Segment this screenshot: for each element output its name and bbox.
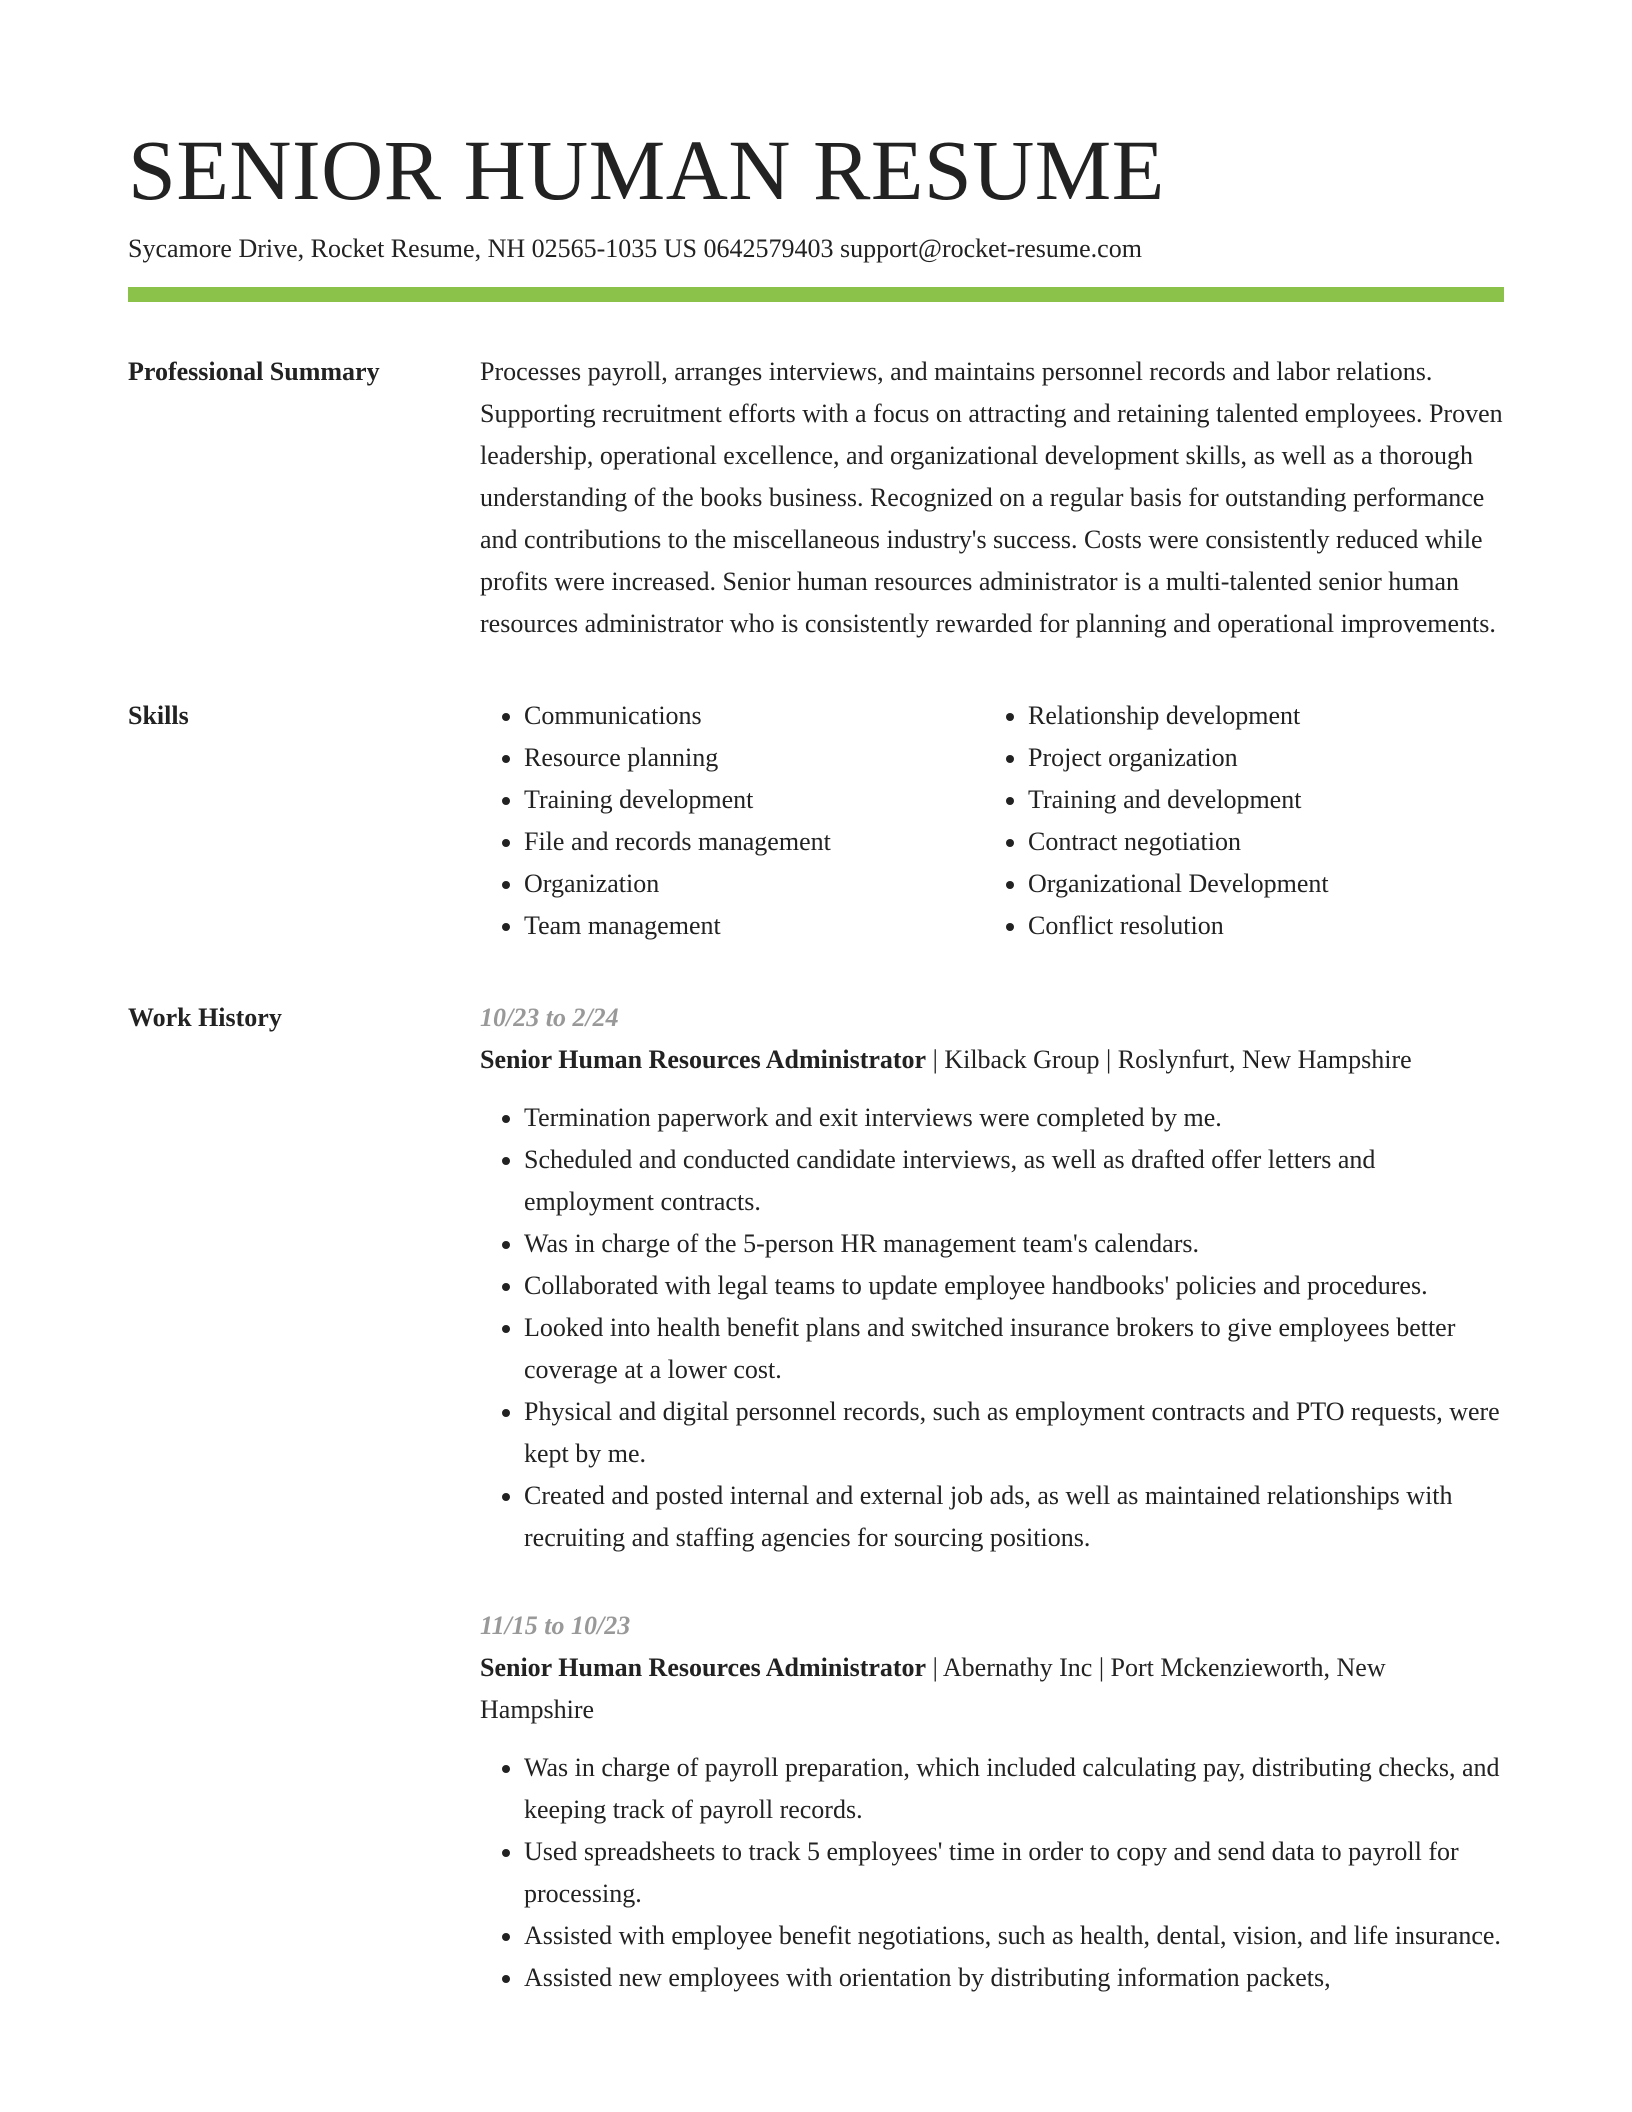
skill-item: • Team management [524, 905, 984, 947]
job-entry [480, 997, 1504, 1559]
work-history-section [128, 997, 1504, 2045]
job-bullet: • Created and posted internal and external job ads, as well as maintained relationships with recruiting and staffing agencies for sourcing positions. [524, 1475, 1504, 1559]
section-label-skills: Skills [128, 701, 189, 730]
job-details: | Kilback Group | Roslynfurt, New Hampshire [926, 1045, 1412, 1074]
skill-item: • Training development [524, 779, 984, 821]
job-title: Senior Human Resources Administrator [480, 1653, 927, 1682]
resume-page [128, 120, 1504, 2045]
job-entry [480, 1605, 1504, 1999]
skill-item: • Training and development [1028, 779, 1488, 821]
job-heading [480, 1647, 1504, 1731]
job-bullet: • Physical and digital personnel records, such as employment contracts and PTO requests, were kept by me. [524, 1391, 1504, 1475]
job-bullet: • Assisted new employees with orientation by distributing information packets, [524, 1957, 1504, 1999]
skill-item: • Resource planning [524, 737, 984, 779]
skills-column-left [480, 695, 984, 947]
skills-section [128, 695, 1504, 947]
job-bullet: • Was in charge of payroll preparation, which included calculating pay, distributing checks, and keeping track of payroll records. [524, 1747, 1504, 1831]
job-bullet: • Assisted with employee benefit negotiations, such as health, dental, vision, and life insurance. [524, 1915, 1504, 1957]
skill-item: • Project organization [1028, 737, 1488, 779]
skill-item: • Organization [524, 863, 984, 905]
skills-column-right [984, 695, 1488, 947]
job-bullet: • Scheduled and conducted candidate interviews, as well as drafted offer letters and employment contracts. [524, 1139, 1504, 1223]
job-bullet: • Used spreadsheets to track 5 employees' time in order to copy and send data to payroll for processing. [524, 1831, 1504, 1915]
job-heading [480, 1039, 1504, 1081]
job-bullet: • Collaborated with legal teams to update employee handbooks' policies and procedures. [524, 1265, 1504, 1307]
job-bullet: • Looked into health benefit plans and switched insurance brokers to give employees better coverage at a lower cost. [524, 1307, 1504, 1391]
job-details: | Abernathy Inc | Port Mckenzieworth, New Hampshire [480, 1653, 1386, 1724]
job-bullets [480, 1097, 1504, 1559]
summary-text: Processes payroll, arranges interviews, and maintains personnel records and labor relations. Supporting recruitment efforts with a focus on attracting and retaining talented employees. Proven leadership, operational excellence, and organizational development skills, as well as a thorough understanding of the books business. Recognized on a regular basis for outstanding performance and contributions to the miscellaneous industry's success. Costs were consistently reduced while profits were increased. Senior human resources administrator is a multi-talented senior human resources administrator who is consistently rewarded for planning and operational improvements. [480, 357, 1503, 638]
job-bullet: • Termination paperwork and exit interviews were completed by me. [524, 1097, 1504, 1139]
section-label-work-history: Work History [128, 1003, 282, 1032]
skill-item: • Relationship development [1028, 695, 1488, 737]
skill-item: • File and records management [524, 821, 984, 863]
skill-item: • Organizational Development [1028, 863, 1488, 905]
job-date: 10/23 to 2/24 [480, 1003, 619, 1032]
skill-item: • Communications [524, 695, 984, 737]
section-label-summary: Professional Summary [128, 357, 380, 386]
resume-title: SENIOR HUMAN RESUME [128, 122, 1165, 218]
contact-line: Sycamore Drive, Rocket Resume, NH 02565-1035 US 0642579403 support@rocket-resume.com [128, 234, 1142, 263]
header-divider [128, 287, 1504, 302]
skill-item: • Contract negotiation [1028, 821, 1488, 863]
skill-item: • Conflict resolution [1028, 905, 1488, 947]
summary-section [128, 351, 1504, 645]
job-bullets [480, 1747, 1504, 1999]
skills-list [480, 695, 1504, 947]
job-date: 11/15 to 10/23 [480, 1611, 631, 1640]
job-title: Senior Human Resources Administrator [480, 1045, 927, 1074]
job-bullet: • Was in charge of the 5-person HR management team's calendars. [524, 1223, 1504, 1265]
